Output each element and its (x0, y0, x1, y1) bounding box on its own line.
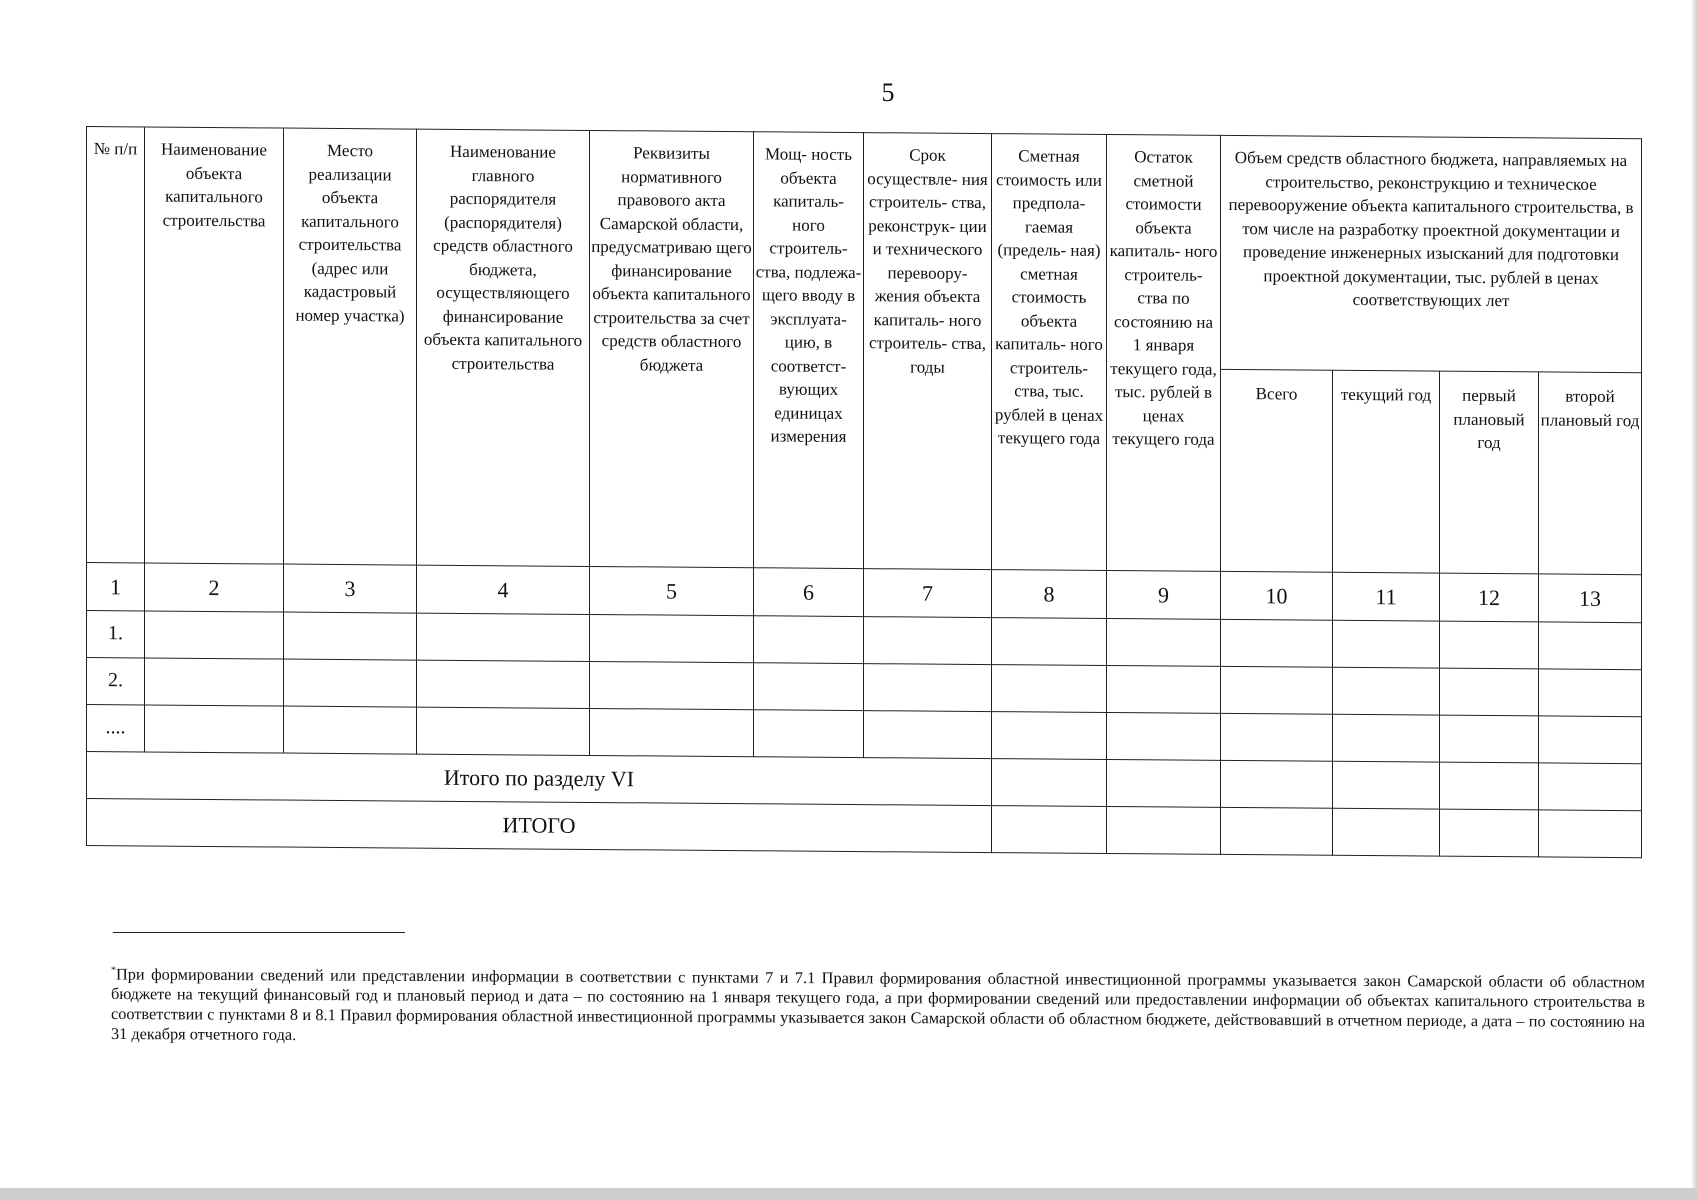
table-cell (145, 611, 284, 659)
page-number: 5 (881, 78, 895, 107)
column-number: 1 (87, 563, 145, 611)
investment-program-table (86, 126, 1642, 858)
column-number: 3 (284, 564, 417, 613)
table-cell (992, 759, 1107, 807)
table-cell (145, 705, 284, 753)
table-cell (992, 665, 1107, 713)
header-row-number: № п/п (87, 127, 145, 563)
table-cell (417, 707, 590, 755)
column-number: 6 (754, 568, 864, 617)
header-legal-act-details: Реквизиты нормативного правового акта Самарской области, предусматриваю щего финансирование объекта капитального строительства за счет средств областного бюджета (590, 130, 754, 567)
table-cell (1107, 760, 1221, 808)
table-cell (754, 616, 864, 664)
table-cell (1440, 621, 1539, 669)
header-location: Место реализации объекта капитального строительства (адрес или кадастровый номер участка) (284, 128, 417, 565)
table-cell (590, 708, 754, 756)
header-object-name: Наименование объекта капитального строительства (145, 127, 284, 564)
table-cell (1440, 668, 1539, 716)
table-cell (864, 617, 992, 665)
table-cell (1107, 619, 1221, 667)
table-cell (754, 663, 864, 711)
table-cell (284, 659, 417, 707)
header-remaining-cost: Остаток сметной стоимости объекта капиталь- ного строитель- ства по состоянию на 1 января текущего года, тыс. рублей в ценах текущего года (1107, 135, 1221, 572)
header-first-plan-year: первый плановый год (1440, 371, 1539, 574)
table-cell (1539, 669, 1642, 717)
footnote-text: При формировании сведений или представлении информации в соответствии с пунктами 7 и 7.1 Правил формирования областной инвестиционной программы указывается закон Самарской области об областном бюджете на текущий финансовый год и плановый период и дата – по состоянию на 1 января текущего года, а при формировании сведений или предоставлении информации об объектах капитального строительства в соответствии с пунктами 8 и 8.1 Правил формирования областной инвестиционной программы указывается закон Самарской области об областном бюджете, действовавший в отчетном периоде, а дата – по состоянию на 31 декабря отчетного года. (111, 964, 1645, 1045)
column-number: 11 (1333, 572, 1440, 621)
table-cell (1440, 762, 1539, 810)
subtotal-label: Итого по разделу VI (87, 752, 992, 806)
column-number: 7 (864, 569, 992, 618)
table-cell (1221, 619, 1333, 667)
table-cell (864, 711, 992, 759)
table-cell (1107, 713, 1221, 761)
table-cell (1333, 714, 1440, 762)
table-cell (590, 614, 754, 662)
header-total: Всего (1221, 369, 1333, 572)
table-cell (992, 806, 1107, 854)
footnote-divider (113, 932, 405, 933)
table-cell (754, 710, 864, 758)
table-cell (1539, 716, 1642, 764)
table-cell (1333, 620, 1440, 668)
table-cell (1221, 760, 1333, 808)
header-budget-volume-group: Объем средств областного бюджета, направляемых на строительство, реконструкцию и техническое перевооружение объекта капитального строительства, в том числе на разработку проектной документации и проведение инженерных изысканий для подготовки проектной документации, тыс. рублей в ценах соответствующих лет (1221, 135, 1642, 372)
column-number: 10 (1221, 571, 1333, 620)
table-cell (1221, 807, 1333, 855)
header-row (87, 127, 1642, 373)
column-number: 8 (992, 570, 1107, 619)
header-current-year: текущий год (1333, 370, 1440, 573)
table-cell (1539, 763, 1642, 811)
table-cell (1440, 715, 1539, 763)
table-cell (1221, 713, 1333, 761)
scan-edge-right (1691, 0, 1697, 1200)
table-cell (1333, 667, 1440, 715)
table-cell (1539, 810, 1642, 858)
table-cell (1221, 666, 1333, 714)
column-number: 13 (1539, 574, 1642, 623)
column-number: 5 (590, 566, 754, 615)
column-number: 12 (1440, 573, 1539, 622)
table-cell (284, 612, 417, 660)
header-chief-administrator: Наименование главного распорядителя (распорядителя) средств областного бюджета, осуществляющего финансирование объекта капитального строительства (417, 129, 590, 566)
table-cell (284, 706, 417, 754)
row-number: 2. (87, 658, 145, 705)
investment-table-container (86, 126, 1642, 858)
footnote-marker: * (111, 965, 116, 977)
header-second-plan-year: второй плановый год (1539, 372, 1642, 575)
table-cell (417, 613, 590, 661)
header-construction-period: Срок осуществле- ния строитель- ства, реконструк- ции и технического перевоору- жения объекта капиталь- ного строитель- ства, годы (864, 133, 992, 570)
table-cell (417, 660, 590, 708)
scan-edge-bottom (0, 1188, 1697, 1200)
header-capacity: Мощ- ность объекта капиталь- ного строитель- ства, подлежа- щего вводу в эксплуата- цию, в соответст- вующих единицах измерения (754, 132, 864, 569)
table-cell (1440, 809, 1539, 857)
header-estimated-cost: Сметная стоимость или предпола- гаемая (предель- ная) сметная стоимость объекта капиталь- ного строитель- ства, тыс. рублей в ценах текущего года (992, 134, 1107, 571)
column-number: 9 (1107, 571, 1221, 620)
footnote (111, 961, 1645, 1052)
column-number: 2 (145, 563, 284, 612)
row-number: .... (87, 705, 145, 752)
table-cell (145, 658, 284, 706)
table-cell (1107, 807, 1221, 855)
total-label: ИТОГО (87, 799, 992, 853)
table-cell (590, 661, 754, 709)
table-cell (1333, 808, 1440, 856)
table-cell (1539, 622, 1642, 670)
table-cell (864, 664, 992, 712)
column-number: 4 (417, 565, 590, 614)
row-number: 1. (87, 611, 145, 658)
table-cell (992, 712, 1107, 760)
table-cell (1107, 666, 1221, 714)
table-cell (992, 618, 1107, 666)
table-cell (1333, 761, 1440, 809)
